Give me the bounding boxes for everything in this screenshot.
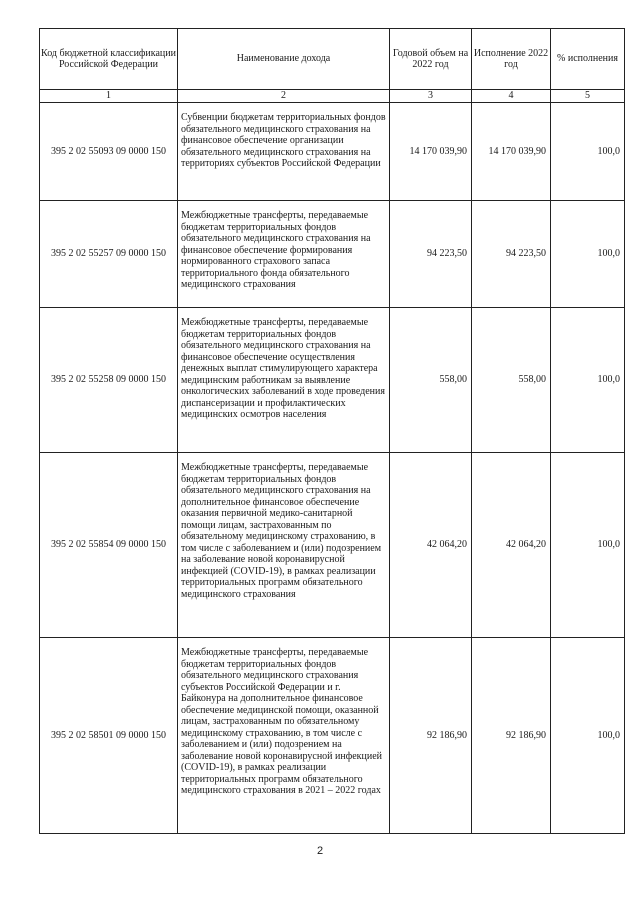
table-row <box>40 201 625 308</box>
column-number: 5 <box>551 90 625 103</box>
row-code: 395 2 02 55093 09 0000 150 <box>40 103 178 201</box>
row-code: 395 2 02 55258 09 0000 150 <box>40 308 178 453</box>
header-percent: % исполнения <box>551 29 625 90</box>
document-page <box>39 28 624 834</box>
row-actual: 558,00 <box>472 308 551 453</box>
row-code: 395 2 02 55854 09 0000 150 <box>40 453 178 638</box>
row-code: 395 2 02 55257 09 0000 150 <box>40 201 178 308</box>
table-row <box>40 103 625 201</box>
header-row <box>40 29 625 90</box>
header-actual: Исполнение 2022 год <box>472 29 551 90</box>
table-row <box>40 308 625 453</box>
row-actual: 14 170 039,90 <box>472 103 551 201</box>
table-row <box>40 453 625 638</box>
column-number: 3 <box>390 90 472 103</box>
row-name: Межбюджетные трансферты, передаваемые бюджетам территориальных фондов обязательного медицинского страхования на финансовое обеспечение осуществления денежных выплат стимулирующего характера медицинским работникам за выявление онкологических заболеваний в ходе проведения диспансеризации и профилактических медицинских осмотров населения <box>178 308 390 453</box>
row-actual: 92 186,90 <box>472 638 551 834</box>
row-plan: 558,00 <box>390 308 472 453</box>
row-plan: 14 170 039,90 <box>390 103 472 201</box>
header-name: Наименование дохода <box>178 29 390 90</box>
row-name: Межбюджетные трансферты, передаваемые бюджетам территориальных фондов обязательного медицинского страхования на финансовое обеспечение формирования нормированного страхового запаса территориального фонда обязательного медицинского страхования <box>178 201 390 308</box>
row-plan: 92 186,90 <box>390 638 472 834</box>
row-percent: 100,0 <box>551 453 625 638</box>
row-name: Межбюджетные трансферты, передаваемые бюджетам территориальных фондов обязательного медицинского страхования на дополнительное финансовое обеспечение оказания первичной медико-санитарной помощи лицам, застрахованным по обязательному медицинскому страхованию, в том числе с заболеванием и (или) подозрением на заболевание новой коронавирусной инфекцией (COVID-19), в рамках реализации территориальных программ обязательного медицинского страхования <box>178 453 390 638</box>
row-percent: 100,0 <box>551 103 625 201</box>
row-percent: 100,0 <box>551 201 625 308</box>
row-name: Межбюджетные трансферты, передаваемые бюджетам территориальных фондов обязательного медицинского страхования субъектов Российской Федерации и г. Байконура на дополнительное финансовое обеспечение медицинской помощи, оказанной лицам, застрахованным по обязательному медицинскому страхованию, в том числе с заболеванием и (или) подозрением на заболевание новой коронавирусной инфекцией (COVID-19), в рамках реализации территориальных программ обязательного медицинского страхования в 2021 – 2022 годах <box>178 638 390 834</box>
row-percent: 100,0 <box>551 308 625 453</box>
header-plan: Годовой объем на 2022 год <box>390 29 472 90</box>
row-actual: 42 064,20 <box>472 453 551 638</box>
header-code: Код бюджетной классификации Российской Федерации <box>40 29 178 90</box>
row-percent: 100,0 <box>551 638 625 834</box>
row-name: Субвенции бюджетам территориальных фондов обязательного медицинского страхования на финансовое обеспечение организации обязательного медицинского страхования на территориях субъектов Российской Федерации <box>178 103 390 201</box>
row-plan: 94 223,50 <box>390 201 472 308</box>
row-plan: 42 064,20 <box>390 453 472 638</box>
revenue-table <box>39 28 625 834</box>
row-code: 395 2 02 58501 09 0000 150 <box>40 638 178 834</box>
table-row <box>40 638 625 834</box>
column-number: 4 <box>472 90 551 103</box>
column-number-row <box>40 90 625 103</box>
column-number: 2 <box>178 90 390 103</box>
page-number: 2 <box>316 845 324 857</box>
column-number: 1 <box>40 90 178 103</box>
row-actual: 94 223,50 <box>472 201 551 308</box>
